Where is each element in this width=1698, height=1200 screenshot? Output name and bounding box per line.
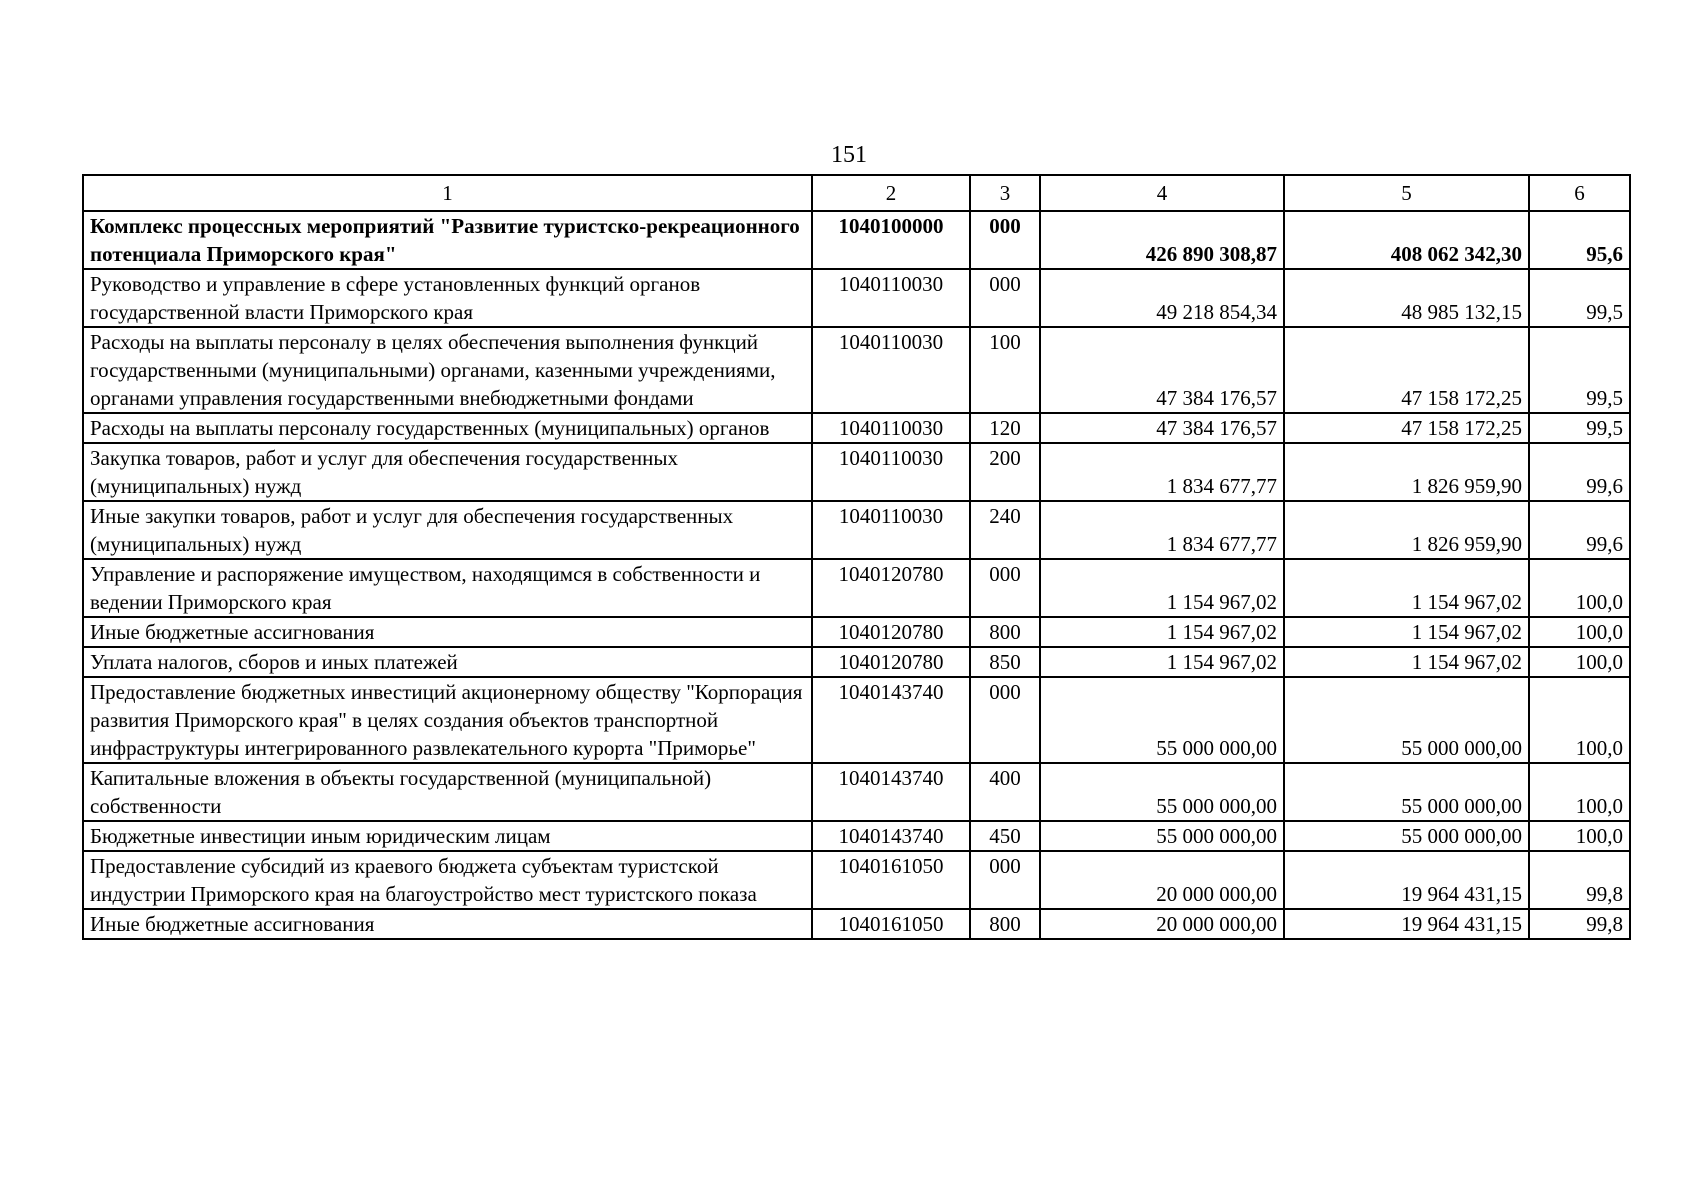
row-name: Комплекс процессных мероприятий "Развитие туристско-рекреационного потенциала Приморского края" [83, 211, 812, 269]
row-plan-amount: 20 000 000,00 [1040, 851, 1284, 909]
row-plan-amount: 1 154 967,02 [1040, 647, 1284, 677]
row-code: 1040143740 [812, 821, 970, 851]
row-percent: 99,8 [1529, 909, 1630, 939]
row-plan-amount: 20 000 000,00 [1040, 909, 1284, 939]
column-header-5: 5 [1284, 175, 1529, 211]
row-code: 1040120780 [812, 617, 970, 647]
row-name: Иные закупки товаров, работ и услуг для обеспечения государственных (муниципальных) нужд [83, 501, 812, 559]
row-actual-amount: 55 000 000,00 [1284, 821, 1529, 851]
row-expense-type: 000 [970, 211, 1040, 269]
column-header-3: 3 [970, 175, 1040, 211]
row-name: Предоставление субсидий из краевого бюджета субъектам туристской индустрии Приморского края на благоустройство мест туристского показа [83, 851, 812, 909]
row-name: Капитальные вложения в объекты государственной (муниципальной) собственности [83, 763, 812, 821]
table-row [83, 269, 1630, 327]
row-actual-amount: 47 158 172,25 [1284, 413, 1529, 443]
row-actual-amount: 1 154 967,02 [1284, 647, 1529, 677]
row-expense-type: 850 [970, 647, 1040, 677]
row-plan-amount: 47 384 176,57 [1040, 413, 1284, 443]
row-expense-type: 000 [970, 677, 1040, 763]
table-row [83, 211, 1630, 269]
row-actual-amount: 1 826 959,90 [1284, 501, 1529, 559]
row-actual-amount: 19 964 431,15 [1284, 909, 1529, 939]
row-expense-type: 000 [970, 851, 1040, 909]
table-row [83, 559, 1630, 617]
row-actual-amount: 55 000 000,00 [1284, 763, 1529, 821]
row-expense-type: 450 [970, 821, 1040, 851]
row-expense-type: 200 [970, 443, 1040, 501]
row-actual-amount: 19 964 431,15 [1284, 851, 1529, 909]
row-actual-amount: 408 062 342,30 [1284, 211, 1529, 269]
row-plan-amount: 55 000 000,00 [1040, 821, 1284, 851]
row-code: 1040143740 [812, 677, 970, 763]
row-plan-amount: 426 890 308,87 [1040, 211, 1284, 269]
row-actual-amount: 55 000 000,00 [1284, 677, 1529, 763]
row-expense-type: 800 [970, 909, 1040, 939]
row-expense-type: 400 [970, 763, 1040, 821]
table-row [83, 851, 1630, 909]
row-code: 1040120780 [812, 647, 970, 677]
row-expense-type: 240 [970, 501, 1040, 559]
row-expense-type: 800 [970, 617, 1040, 647]
row-code: 1040100000 [812, 211, 970, 269]
budget-table [82, 174, 1631, 940]
row-expense-type: 000 [970, 269, 1040, 327]
row-name: Расходы на выплаты персоналу государственных (муниципальных) органов [83, 413, 812, 443]
row-actual-amount: 1 154 967,02 [1284, 559, 1529, 617]
table-row [83, 677, 1630, 763]
row-plan-amount: 1 154 967,02 [1040, 559, 1284, 617]
row-percent: 100,0 [1529, 617, 1630, 647]
row-name: Иные бюджетные ассигнования [83, 909, 812, 939]
row-code: 1040110030 [812, 327, 970, 413]
row-code: 1040110030 [812, 443, 970, 501]
row-percent: 99,6 [1529, 501, 1630, 559]
column-header-6: 6 [1529, 175, 1630, 211]
row-percent: 99,6 [1529, 443, 1630, 501]
table-row [83, 763, 1630, 821]
row-plan-amount: 1 834 677,77 [1040, 501, 1284, 559]
row-percent: 99,8 [1529, 851, 1630, 909]
row-percent: 99,5 [1529, 269, 1630, 327]
table-body [83, 211, 1630, 939]
row-code: 1040161050 [812, 909, 970, 939]
row-code: 1040161050 [812, 851, 970, 909]
row-actual-amount: 48 985 132,15 [1284, 269, 1529, 327]
row-name: Управление и распоряжение имуществом, находящимся в собственности и ведении Приморского края [83, 559, 812, 617]
row-plan-amount: 49 218 854,34 [1040, 269, 1284, 327]
row-name: Расходы на выплаты персоналу в целях обеспечения выполнения функций государственными (муниципальными) органами, казенными учреждениями, органами управления государственными внебюджетными фондами [83, 327, 812, 413]
row-plan-amount: 1 834 677,77 [1040, 443, 1284, 501]
row-code: 1040110030 [812, 413, 970, 443]
row-plan-amount: 1 154 967,02 [1040, 617, 1284, 647]
row-percent: 100,0 [1529, 763, 1630, 821]
row-percent: 100,0 [1529, 559, 1630, 617]
row-expense-type: 120 [970, 413, 1040, 443]
table-row [83, 443, 1630, 501]
table-row [83, 617, 1630, 647]
row-code: 1040120780 [812, 559, 970, 617]
row-plan-amount: 55 000 000,00 [1040, 677, 1284, 763]
table-header-row [83, 175, 1630, 211]
row-name: Руководство и управление в сфере установленных функций органов государственной власти Приморского края [83, 269, 812, 327]
page-number: 151 [831, 142, 867, 168]
row-percent: 99,5 [1529, 327, 1630, 413]
row-name: Закупка товаров, работ и услуг для обеспечения государственных (муниципальных) нужд [83, 443, 812, 501]
row-percent: 100,0 [1529, 821, 1630, 851]
table-row [83, 327, 1630, 413]
row-plan-amount: 55 000 000,00 [1040, 763, 1284, 821]
row-actual-amount: 47 158 172,25 [1284, 327, 1529, 413]
row-percent: 95,6 [1529, 211, 1630, 269]
row-plan-amount: 47 384 176,57 [1040, 327, 1284, 413]
column-header-2: 2 [812, 175, 970, 211]
row-actual-amount: 1 154 967,02 [1284, 617, 1529, 647]
row-code: 1040110030 [812, 501, 970, 559]
row-expense-type: 100 [970, 327, 1040, 413]
row-name: Уплата налогов, сборов и иных платежей [83, 647, 812, 677]
table-row [83, 647, 1630, 677]
row-actual-amount: 1 826 959,90 [1284, 443, 1529, 501]
row-percent: 99,5 [1529, 413, 1630, 443]
column-header-1: 1 [83, 175, 812, 211]
row-code: 1040110030 [812, 269, 970, 327]
table-row [83, 501, 1630, 559]
row-name: Иные бюджетные ассигнования [83, 617, 812, 647]
row-percent: 100,0 [1529, 677, 1630, 763]
table-row [83, 413, 1630, 443]
row-expense-type: 000 [970, 559, 1040, 617]
table-row [83, 821, 1630, 851]
row-percent: 100,0 [1529, 647, 1630, 677]
row-code: 1040143740 [812, 763, 970, 821]
row-name: Бюджетные инвестиции иным юридическим лицам [83, 821, 812, 851]
column-header-4: 4 [1040, 175, 1284, 211]
row-name: Предоставление бюджетных инвестиций акционерному обществу "Корпорация развития Приморского края" в целях создания объектов транспортной инфраструктуры интегрированного развлекательного курорта "Приморье" [83, 677, 812, 763]
table-row [83, 909, 1630, 939]
